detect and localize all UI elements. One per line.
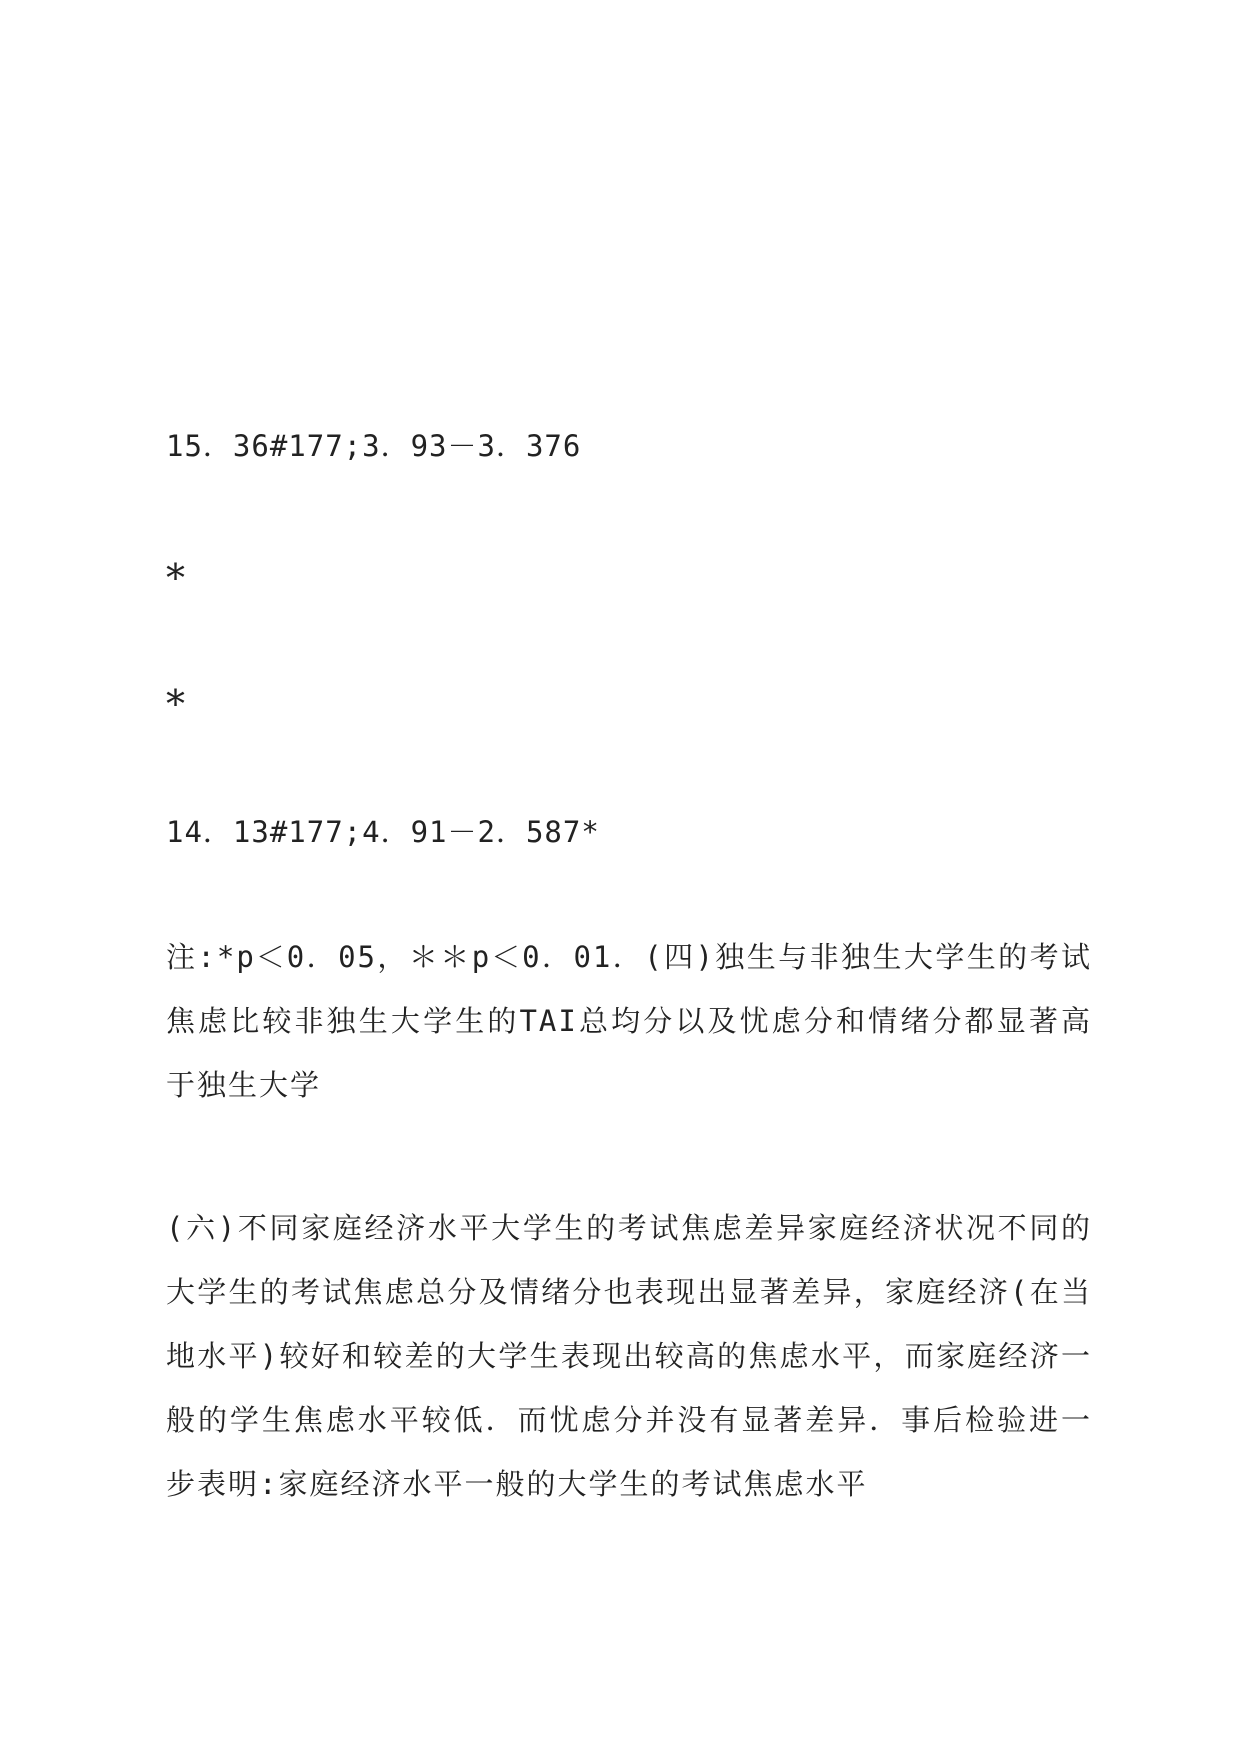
section-6-paragraph: (六)不同家庭经济水平大学生的考试焦虑差异家庭经济状况不同的大学生的考试焦虑总分及情绪分也表现出显著差异，家庭经济(在当地水平)较好和较差的大学生表现出较高的焦虑水平，而家庭经济一般的学生焦虑水平较低．而忧虑分并没有显著差异．事后检验进一步表明:家庭经济水平一般的大学生的考试焦虑水平 (166, 1211, 1092, 1501)
note-paragraph: 注:*p＜0．05，＊＊p＜0．01．(四)独生与非独生大学生的考试焦虑比较非独生大学生的TAI总均分以及忧虑分和情绪分都显著高于独生大学 (166, 940, 1092, 1102)
table-value-row-2: 14．13#177;4．91－2．587* (166, 815, 600, 849)
significance-marker-2: * (166, 682, 186, 726)
table-value-row-1: 15．36#177;3．93－3．376 (166, 429, 582, 463)
significance-marker-1: * (166, 556, 186, 600)
